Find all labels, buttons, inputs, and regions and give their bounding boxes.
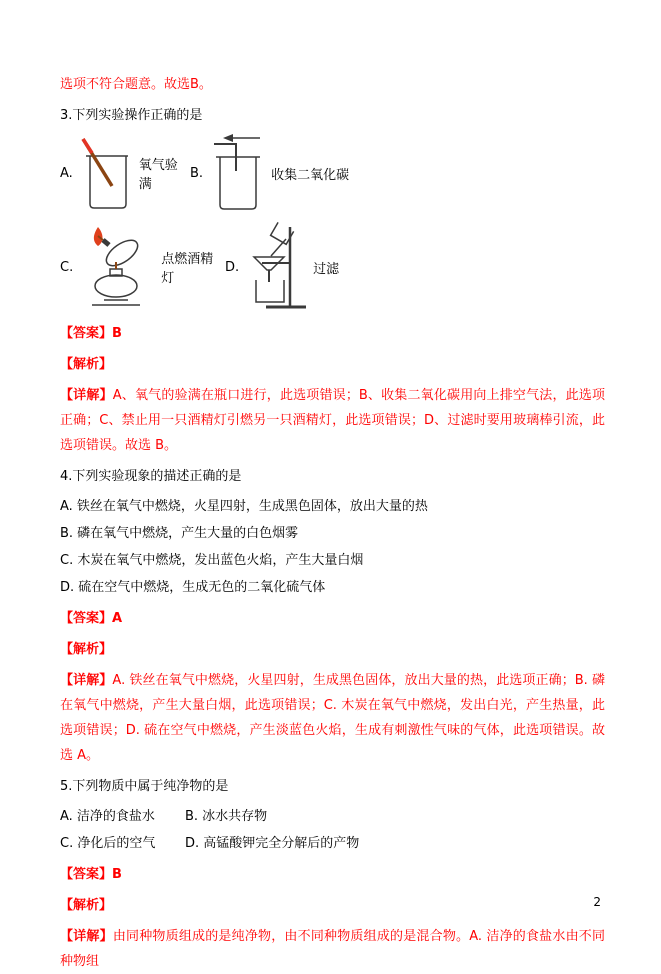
q3-figure-c-label: C. xyxy=(60,259,74,275)
q4-option-d: D. 硫在空气中燃烧，生成无色的二氧化硫气体 xyxy=(60,580,326,595)
page-number: 2 xyxy=(593,895,601,909)
q3-figure-a xyxy=(60,134,190,212)
q3-figure-d-label: D. xyxy=(225,259,240,275)
q5-title: 5.下列物质中属于纯净物的是 xyxy=(60,779,229,794)
q3-title: 3.下列实验操作正确的是 xyxy=(60,108,203,123)
q3-figure-row-2 xyxy=(60,223,605,311)
q3-detail xyxy=(60,383,605,458)
q3-figure-d-caption: 过滤 xyxy=(313,261,340,277)
q5-option-b: B. 冰水共存物 xyxy=(185,809,268,824)
q3-figure-row-1 xyxy=(60,133,605,213)
q5-answer-label: 【答案】 xyxy=(60,867,113,882)
q5-options-row-2 xyxy=(60,831,605,857)
q3-detail-text: A、氧气的验满在瓶口进行，此选项错误；B、收集二氧化碳用向上排空气法，此选项正确；C、禁止用一只酒精灯引燃另一只酒精灯，此选项错误；D、过滤时要用玻璃棒引流，此选项错误。故选 B。 xyxy=(60,388,605,453)
q3-figure-c xyxy=(60,225,225,309)
q5-answer-line xyxy=(60,862,605,887)
q3-analysis-label: 【解析】 xyxy=(60,357,113,372)
q5-detail-text: 由同种物质组成的是纯净物，由不同种物质组成的是混合物。A. 洁净的食盐水由不同种物组 xyxy=(60,929,605,969)
filtration-diagram xyxy=(244,223,308,311)
q5-options-row-1 xyxy=(60,804,605,830)
q5-option-c: C. 净化后的空气 xyxy=(60,836,156,851)
q4-title: 4.下列实验现象的描述正确的是 xyxy=(60,469,242,484)
q4-option-b: B. 磷在氧气中燃烧，产生大量的白色烟雾 xyxy=(60,526,299,541)
alcohol-lamp-lighting-diagram xyxy=(78,225,156,309)
q4-detail xyxy=(60,668,605,768)
q4-analysis-label: 【解析】 xyxy=(60,642,113,657)
q5-analysis-label: 【解析】 xyxy=(60,898,113,913)
q3-figure-b-caption: 收集二氧化碳 xyxy=(271,167,350,183)
q3-answer-value: B xyxy=(112,326,122,341)
q3-answer-line xyxy=(60,321,605,346)
q4-detail-label: 【详解】 xyxy=(60,673,113,688)
q3-figure-d xyxy=(225,223,339,311)
q4-answer-label: 【答案】 xyxy=(60,611,113,626)
q4-answer-line xyxy=(60,606,605,631)
q3-figure-c-caption: 点燃酒精灯 xyxy=(161,252,214,286)
q4-detail-text: A. 铁丝在氧气中燃烧，火星四射，生成黑色固体，放出大量的热，此选项正确；B. 磷在氧气中燃烧，产生大量白烟，此选项错误；C. 木炭在氧气中燃烧，发出白光，产生热量，此选项错误；D. 硫在空气中燃烧，产生淡蓝色火焰，生成有刺激性气味的气体，此选项错误。故选 A。 xyxy=(60,673,605,763)
q3-answer-label: 【答案】 xyxy=(60,326,113,341)
q3-figure-b-label: B. xyxy=(190,165,204,181)
q5-detail-label: 【详解】 xyxy=(60,929,113,944)
q4-answer-value: A xyxy=(112,611,123,626)
q5-option-d: D. 高锰酸钾完全分解后的产物 xyxy=(185,836,360,851)
q3-figure-a-label: A. xyxy=(60,165,73,181)
q5-option-a: A. 洁净的食盐水 xyxy=(60,809,155,824)
co2-collection-diagram xyxy=(208,133,266,213)
q3-detail-label: 【详解】 xyxy=(60,388,113,403)
q4-option-c: C. 木炭在氧气中燃烧，发出蓝色火焰，产生大量白烟 xyxy=(60,553,364,568)
q3-figure-b xyxy=(190,133,349,213)
q3-figure-a-caption: 氧气验满 xyxy=(138,158,178,192)
q4-option-a: A. 铁丝在氧气中燃烧，火星四射，生成黑色固体，放出大量的热 xyxy=(60,499,428,514)
oxygen-full-test-diagram xyxy=(78,134,134,212)
q5-answer-value: B xyxy=(112,867,122,882)
q5-detail xyxy=(60,924,605,974)
prev-explanation-tail: 选项不符合题意。故选B。 xyxy=(60,77,212,92)
